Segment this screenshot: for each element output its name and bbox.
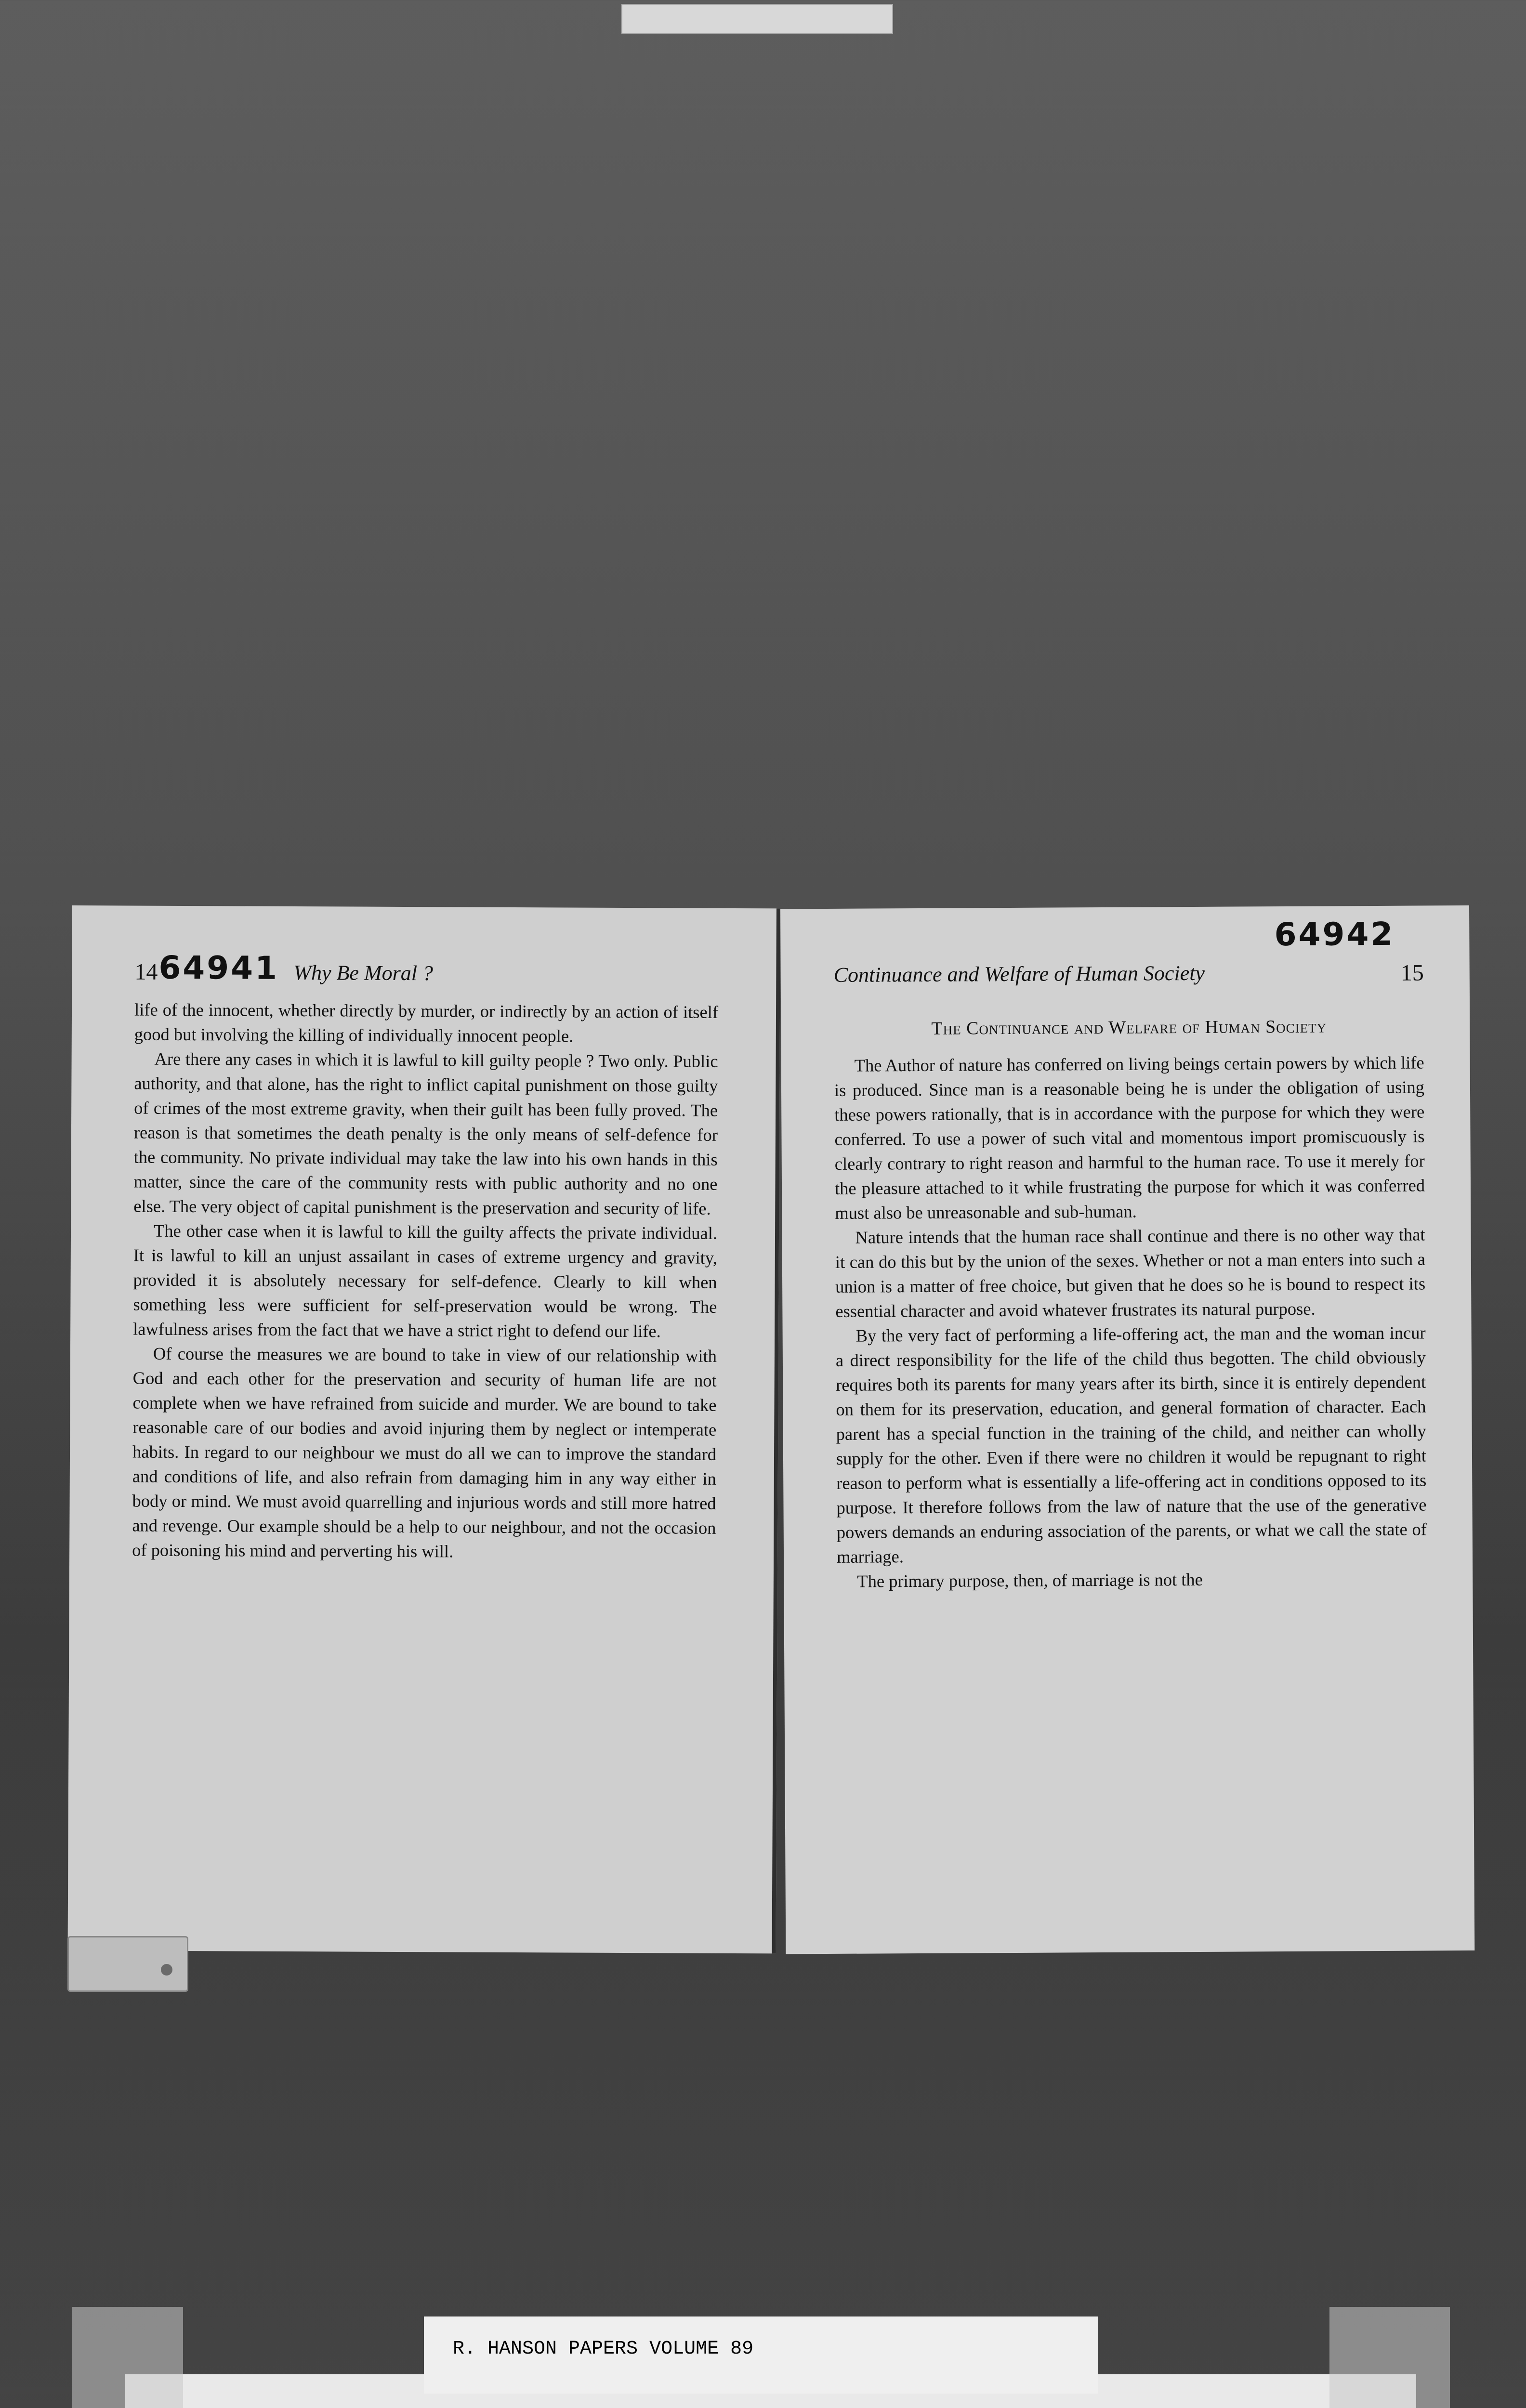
right-page-number: 15 (1400, 960, 1424, 986)
left-paragraph: The other case when it is lawful to kill the guilty affects the private individual. It is lawful to kill an unjust assailant in cases of extreme urgency and gravity, provided it is absolutely necessary for self-defence. Clearly to kill when something less were sufficient for self-preservation would be wrong. The lawfulness arises from the fact that we have a strict right to defend our life. (133, 1220, 718, 1341)
right-paragraph: The Author of nature has conferred on living beings certain powers by which life is produced. Since man is a reasonable being he is under the obligation of using these powers rationally, that is in accordance with the purpose for which they were conferred. To use a power of such vital and momentous import promiscuously is clearly contrary to right reason and harmful to the human race. To use it merely for the pleasure attached to it while frustrating the purpose for which it was conferred must also be unreasonable and sub-human. (834, 1052, 1425, 1223)
left-paragraph: Are there any cases in which it is lawful to kill guilty people ? Two only. Public authority, and that alone, has the right to inflict capital punishment on those guilty of crimes of the most extreme gravity, when their guilt has been fully proved. The reason is that sometimes the death penalty is the only means of self-defence for the community. No private individual may take the law into his own hands in this matter, since the care of the community rests with public authority and no one else. The very object of capital punishment is the preservation and security of life. (133, 1048, 718, 1218)
left-running-head: Why Be Moral ? (293, 961, 434, 985)
right-page (780, 905, 1474, 1954)
left-page-number: 14 (134, 959, 158, 985)
top-tape-strip (621, 4, 893, 34)
right-page-body (834, 1050, 1427, 1593)
volume-label-text: R. HANSON PAPERS VOLUME 89 (453, 2338, 754, 2360)
volume-label-strip (424, 2316, 1098, 2394)
metal-clip (67, 1936, 188, 1992)
section-title: The Continuance and Welfare of Human Society (931, 1016, 1327, 1039)
left-page-stamp: 64941 (158, 949, 279, 987)
left-page-header (134, 935, 719, 1000)
left-page (68, 905, 780, 1953)
open-book (72, 905, 1469, 1955)
right-page-header (833, 915, 1424, 1000)
right-paragraph: Nature intends that the human race shall continue and there is no other way that it can do this but by the union of the sexes. Whether or not a man enters into such a union is a matter of free choice, but given that he does so he is bound to respect its essential character and avoid whatever frustrates its natural purpose. (835, 1224, 1426, 1321)
right-running-head: Continuance and Welfare of Human Society (833, 961, 1205, 987)
right-page-stamp: 64942 (1274, 915, 1395, 954)
right-paragraph: The primary purpose, then, of marriage is not the (857, 1569, 1203, 1591)
left-page-body (132, 997, 718, 1565)
tape-strip (72, 2307, 183, 2408)
left-paragraph: life of the innocent, whether directly by murder, or indirectly by an action of itself good but involving the killing of individually innocent people. (134, 999, 719, 1046)
left-paragraph: Of course the measures we are bound to take in view of our relationship with God and each other for the preservation and security of human life are not complete when we have refrained from suicide and murder. We are bound to take reasonable care of our bodies and avoid injuring them by neglect or intemperate habits. In regard to our neighbour we must do all we can to improve the standard and conditions of life, and also refrain from damaging him in any way either in body or mind. We must avoid quarrelling and injurious words and still more hatred and revenge. Our example should be a help to our neighbour, and not the occasion of poisoning his mind and perverting his will. (132, 1343, 717, 1561)
right-paragraph: By the very fact of performing a life-offering act, the man and the woman incur a direct responsibility for the life of the child thus begotten. The child obviously requires both its parents for many years after its birth, since it is entirely dependent on them for its preservation, education, and general formation of character. Each parent has a special function in the training of the child, and neither can wholly supply for the other. Even if there were no children it would be repugnant to right reason to perform what is essentially a life-offering act in conditions opposed to its purpose. It therefore follows from the law of nature that the use of the generative powers demands an enduring association of the parents, or what we call the state of marriage. (835, 1322, 1427, 1567)
tape-strip (1329, 2307, 1450, 2408)
